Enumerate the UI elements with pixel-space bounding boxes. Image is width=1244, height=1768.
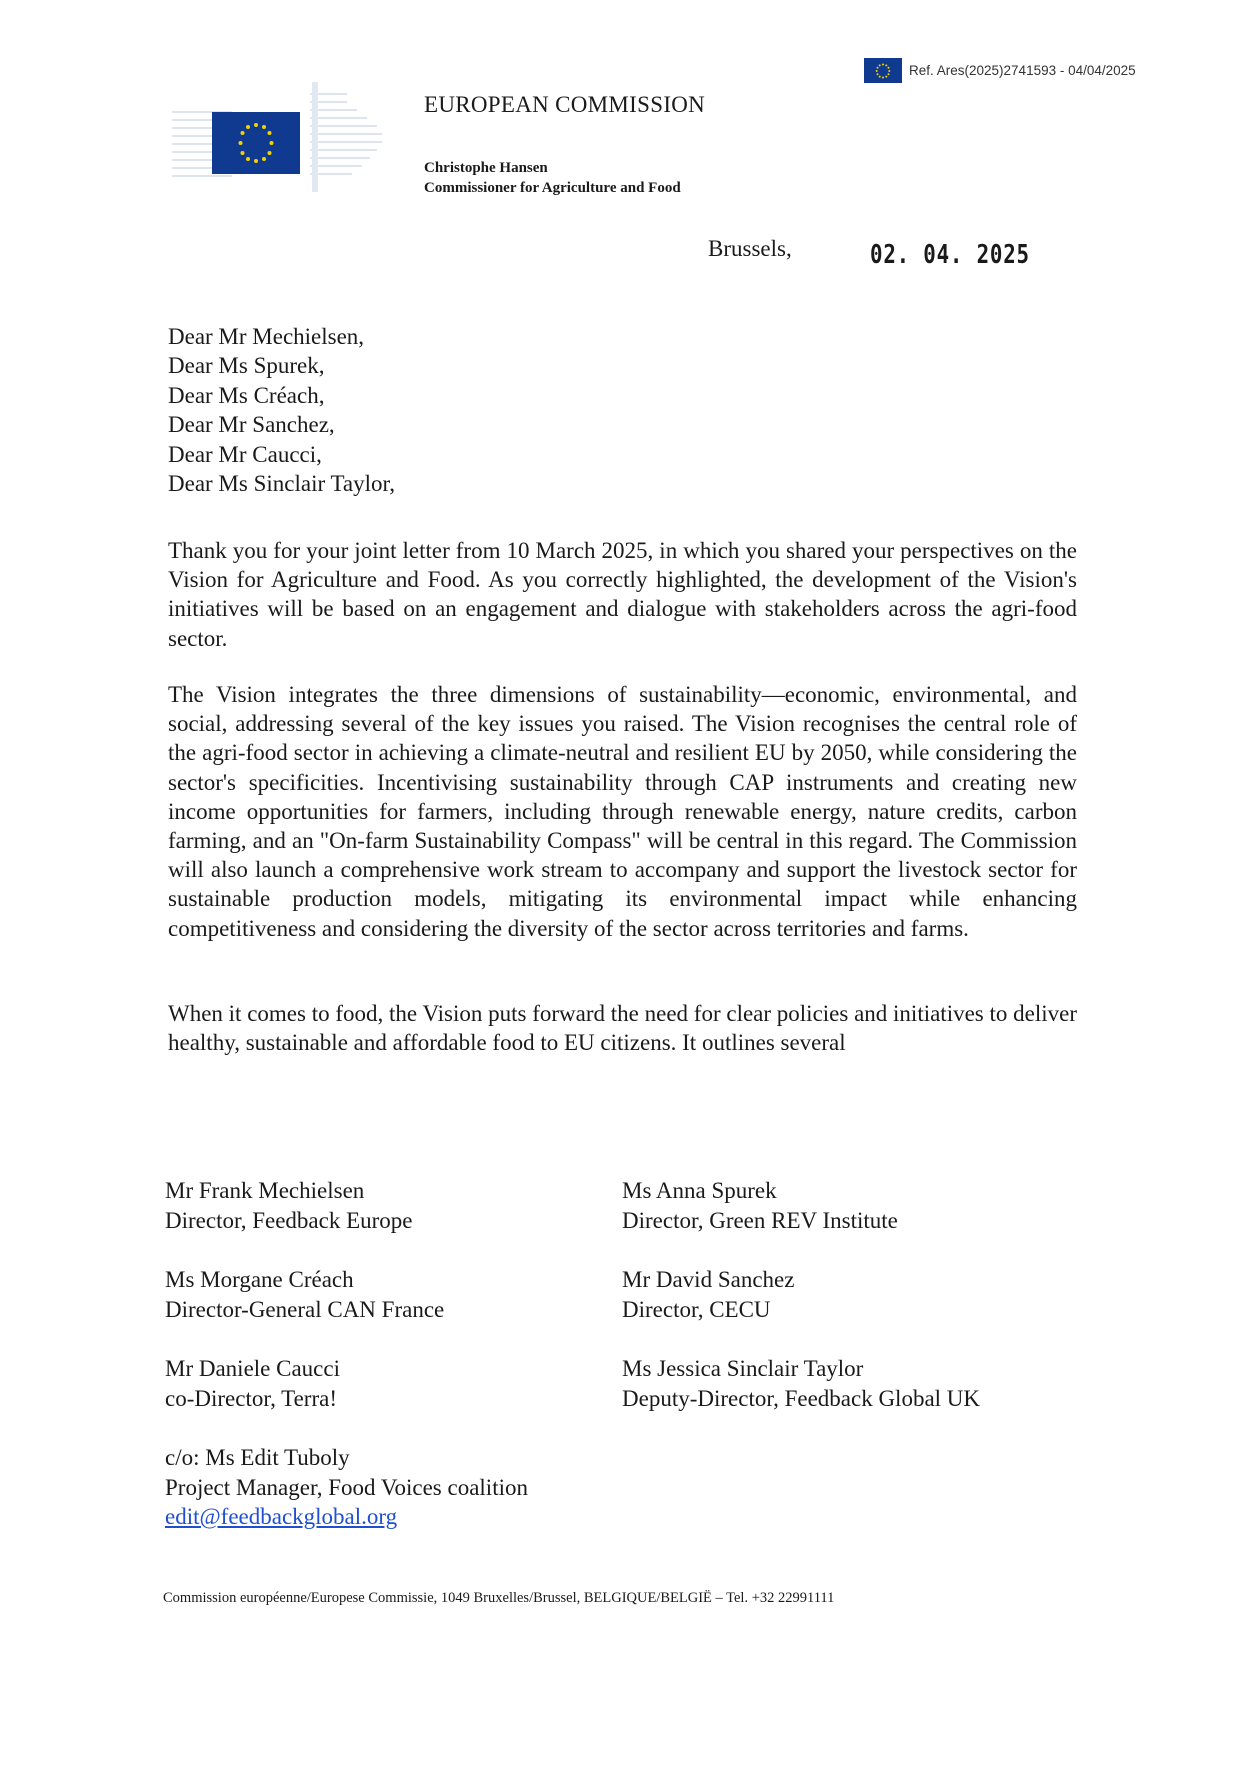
addressee-name: Mr Frank Mechielsen <box>165 1178 365 1203</box>
salutation-line: Dear Mr Mechielsen, <box>168 324 365 349</box>
addressee-name: Mr Daniele Caucci <box>165 1356 340 1381</box>
addressee-name: Ms Anna Spurek <box>622 1178 777 1203</box>
addressee-block <box>165 1176 413 1235</box>
reference-number: Ref. Ares(2025)2741593 - 04/04/2025 <box>909 63 1136 78</box>
addressee-name: Mr David Sanchez <box>622 1267 795 1292</box>
addressee-name: Ms Jessica Sinclair Taylor <box>622 1356 864 1381</box>
addressee-role: Director, Green REV Institute <box>622 1207 898 1233</box>
salutation-line: Dear Mr Caucci, <box>168 441 322 467</box>
body-paragraph: Thank you for your joint letter from 10 March 2025, in which you shared your perspectives on the Vision for Agriculture and Food. As you correctly highlighted, the development of the Vision's initiatives will be based on an engagement and dialogue with stakeholders across the agri-food sector. <box>168 538 1077 651</box>
footer-address: Commission européenne/Europese Commissie, 1049 Bruxelles/Brussel, BELGIQUE/BELGIË – Tel. +32 22991111 <box>163 1590 835 1606</box>
salutation-line: Dear Mr Sanchez, <box>168 412 335 438</box>
body-paragraph: When it comes to food, the Vision puts forward the need for clear policies and initiatives to deliver healthy, sustainable and affordable food to EU citizens. It outlines several <box>168 1001 1077 1056</box>
addressee-role: Deputy-Director, Feedback Global UK <box>622 1385 981 1411</box>
addressee-block <box>622 1354 980 1413</box>
salutation-line: Dear Ms Spurek, <box>168 353 325 379</box>
addressee-role: Director-General CAN France <box>165 1296 445 1322</box>
commission-logo <box>172 82 397 192</box>
addressee-role: Director, Feedback Europe <box>165 1207 413 1233</box>
care-of-role: Project Manager, Food Voices coalition <box>165 1474 528 1500</box>
sender-block <box>424 158 681 198</box>
eu-flag-icon <box>864 58 902 83</box>
commissioner-name: Christophe Hansen <box>424 160 548 176</box>
addressee-block <box>165 1265 444 1324</box>
salutations <box>168 322 395 498</box>
addressee-block <box>622 1176 898 1235</box>
email-link[interactable]: edit@feedbackglobal.org <box>165 1504 398 1529</box>
body-paragraph: The Vision integrates the three dimensions of sustainability—economic, environmental, and social, addressing several of the key issues you raised. The Vision recognises the central role of the agri-food sector in achieving a climate-neutral and resilient EU by 2050, while considering the sector's specificities. Incentivising sustainability through CAP instruments and creating new income opportunities for farmers, including through renewable energy, nature credits, carbon farming, and an "On-farm Sustainability Compass" will be central in this regard. The Commission will also launch a comprehensive work stream to accompany and support the livestock sector for sustainable production models, mitigating its environmental impact while enhancing competitiveness and considering the diversity of the sector across territories and farms. <box>168 682 1077 941</box>
addressee-role: Director, CECU <box>622 1296 771 1322</box>
addressee-role: co-Director, Terra! <box>165 1385 337 1411</box>
addressee-block <box>622 1265 794 1324</box>
care-of-block <box>165 1443 528 1532</box>
commissioner-title: Commissioner for Agriculture and Food <box>424 180 681 196</box>
salutation-line: Dear Ms Sinclair Taylor, <box>168 471 395 497</box>
date-stamp: 02. 04. 2025 <box>870 240 1030 270</box>
organisation-name: EUROPEAN COMMISSION <box>424 92 706 117</box>
care-of-name: c/o: Ms Edit Tuboly <box>165 1445 350 1470</box>
addressee-block <box>165 1354 340 1413</box>
place: Brussels, <box>708 236 792 261</box>
salutation-line: Dear Ms Créach, <box>168 382 325 408</box>
addressee-name: Ms Morgane Créach <box>165 1267 354 1292</box>
reference-stamp <box>864 58 1136 83</box>
